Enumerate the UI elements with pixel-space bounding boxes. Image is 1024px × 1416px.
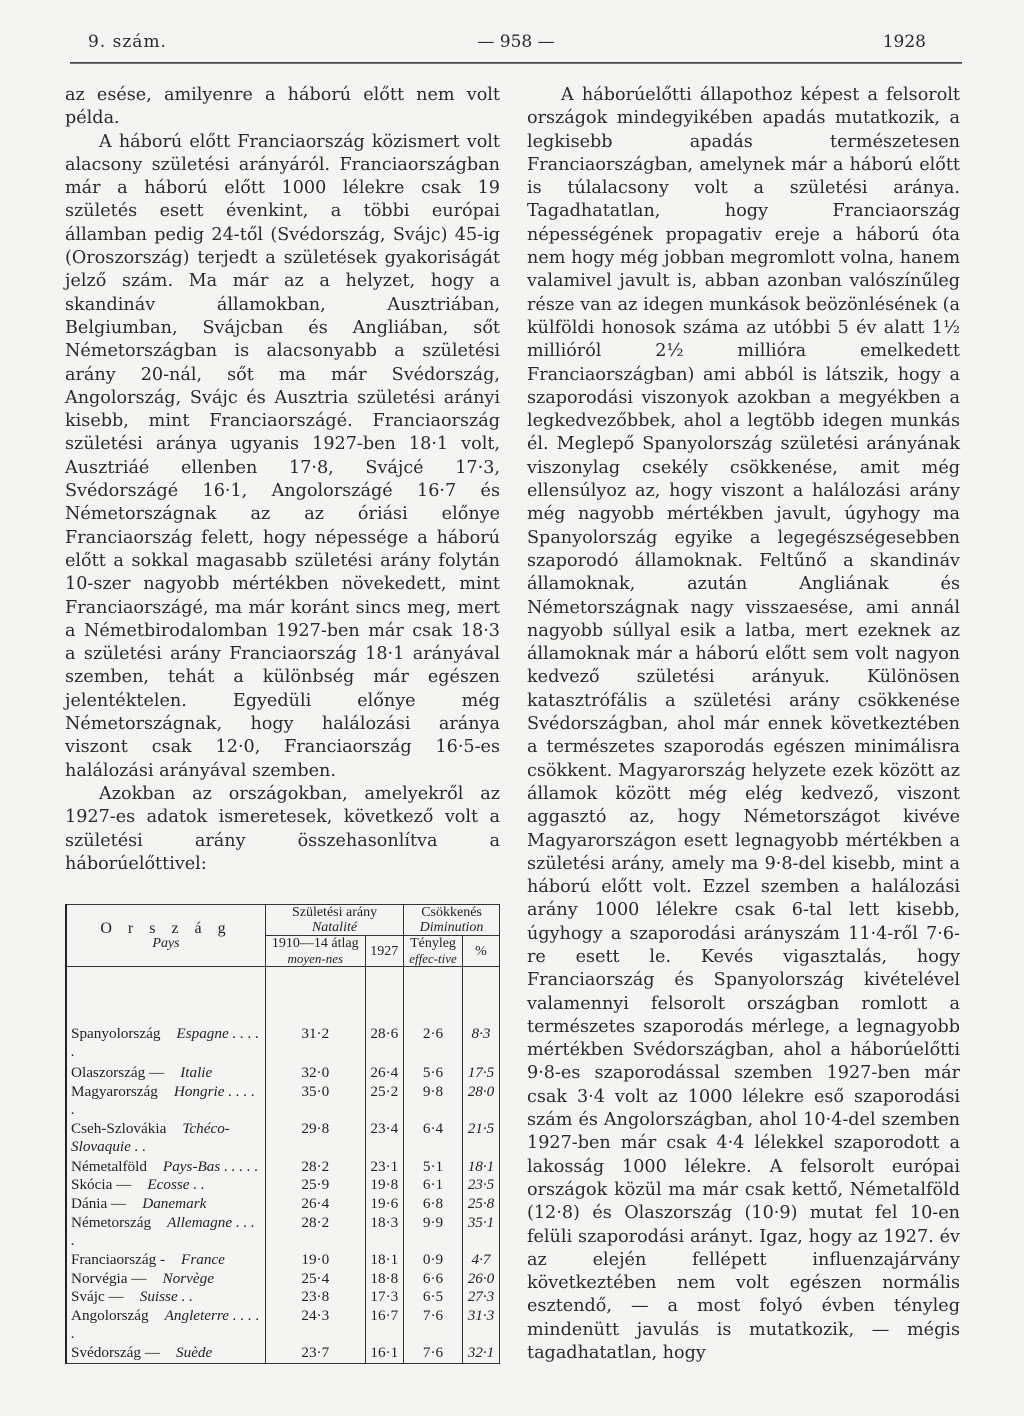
- country-cell: [66, 1120, 266, 1157]
- country-cell: [66, 1307, 266, 1344]
- y1927-cell: 17·3: [365, 1288, 403, 1307]
- y1927-cell: 25·2: [365, 1083, 403, 1120]
- actual-cell: 6·8: [404, 1195, 463, 1214]
- left-column: [65, 84, 500, 876]
- y1927-cell: 23·1: [365, 1158, 403, 1177]
- table-row: [66, 1214, 500, 1251]
- country-name-hu: Németország: [71, 1213, 152, 1231]
- prewar-cell: 31·2: [266, 967, 366, 1065]
- country-name-fr: Italie: [180, 1064, 213, 1082]
- table-row: [66, 967, 500, 1065]
- actual-cell: 6·5: [404, 1288, 463, 1307]
- birth-group-hu: Születési arány: [291, 905, 378, 920]
- prewar-cell: 29·8: [266, 1120, 366, 1157]
- header-rule: [70, 63, 962, 64]
- country-name-fr: Angleterre . . . . .: [71, 1306, 260, 1342]
- country-name-hu: Svédország —: [71, 1344, 160, 1362]
- country-name-hu: Magyarország: [71, 1083, 158, 1101]
- decline-group-fr: Diminution: [419, 920, 484, 935]
- country-name-fr: Suède: [176, 1344, 213, 1362]
- country-name-fr: Norvège: [162, 1269, 214, 1287]
- country-cell: [66, 1344, 266, 1363]
- paragraph: A háború előtt Franciaország közismert volt alacsony születési arányáról. Franciaországban már a háború előtt 1000 lélekre csak 19 születés esett évenkint, a többi európai államban pedig 24-től (Svédország, Svájc) 45-ig (Oroszország) terjedt a születések gyakoriságát jelző szám. Ma már az a helyzet, hogy a skandináv államokban, Ausztriában, Belgiumban, Svájcban és Angliában, sőt Németországban is alacsonyabb a születési arány 20-nál, sőt ma már Svédország, Angolország, Svájc és Ausztria születési arányi kisebb, mint Franciaországé. Franciaország születési aránya ugyanis 1927-ben 18·1 volt, Ausztriáé ellenben 17·8, Svájcé 17·3, Svédországé 16·1, Angolországé 16·7 és Németországnak az az óriási előnye Franciaország felett, hogy népessége a háború előtt a sokkal magasabb születési arány folytán 10-szer nagyobb mértékben növekedett, mint Franciaországé, ma már koránt sincs meg, mert a Németbirodalomban 1927-ben már csak 18·3 a születési arány Franciaország 18·1 arányával szemben, tehát a különbség már egészen jelentéktelen. Egyedüli előnye még Németországnak, hogy halálozási aránya viszont csak 12·0, Franciaország 16·5-es halálozási arányával szemben.: [65, 131, 500, 781]
- pct-cell: 25·8: [462, 1195, 499, 1214]
- prewar-cell: 28·2: [266, 1214, 366, 1251]
- country-name-fr: Pays-Bas . . . . .: [162, 1157, 259, 1175]
- decline-group-hu: Csökkenés: [421, 905, 482, 920]
- birth-group-header: [266, 905, 404, 936]
- pct-cell: 26·0: [462, 1270, 499, 1289]
- prewar-cell: 32·0: [266, 1064, 366, 1083]
- table-row: [66, 1195, 500, 1214]
- country-name-hu: Cseh-Szlovákia: [71, 1120, 167, 1138]
- country-name-fr: Hongrie . . . . .: [71, 1083, 255, 1119]
- y1927-cell: 16·1: [365, 1344, 403, 1363]
- country-name-hu: Németalföld: [71, 1157, 147, 1175]
- y1927-cell: 18·3: [365, 1214, 403, 1251]
- y1927-cell: 18·8: [365, 1270, 403, 1289]
- actual-cell: 9·9: [404, 1214, 463, 1251]
- pct-cell: 32·1: [462, 1344, 499, 1363]
- country-header: [66, 905, 266, 967]
- country-name-fr: Danemark: [142, 1195, 207, 1213]
- country-cell: [66, 1176, 266, 1195]
- country-name-fr: Espagne . . . . .: [71, 1025, 260, 1060]
- table-body: [66, 967, 500, 1364]
- birth-group-fr: Natalité: [311, 920, 358, 935]
- y1927-cell: 26·4: [365, 1064, 403, 1083]
- country-cell: [66, 1288, 266, 1307]
- right-column: [527, 84, 960, 1365]
- country-name-hu: Dánia —: [71, 1195, 127, 1213]
- pct-cell: 18·1: [462, 1158, 499, 1177]
- table-row: [66, 1288, 500, 1307]
- actual-header-hu: Tényleg: [410, 936, 456, 951]
- country-cell: [66, 1158, 266, 1177]
- country-name-hu: Spanyolország: [71, 1025, 161, 1042]
- table-row: [66, 1083, 500, 1120]
- country-cell: [66, 1251, 266, 1270]
- country-name-fr: Allemagne . . . .: [71, 1213, 255, 1249]
- country-header-fr: Pays: [152, 935, 180, 951]
- country-cell: [66, 1195, 266, 1214]
- pct-cell: 27·3: [462, 1288, 499, 1307]
- actual-cell: 7·6: [404, 1307, 463, 1344]
- prewar-cell: 25·9: [266, 1176, 366, 1195]
- y1927-cell: 28·6: [365, 967, 403, 1065]
- paragraph: az esése, amilyenre a háború előtt nem volt példa.: [65, 85, 500, 129]
- pct-cell: 23·5: [462, 1176, 499, 1195]
- pct-cell: 21·5: [462, 1120, 499, 1157]
- table-row: [66, 1270, 500, 1289]
- country-name-hu: Franciaország -: [71, 1251, 166, 1269]
- y1927-cell: 16·7: [365, 1307, 403, 1344]
- prewar-cell: 26·4: [266, 1195, 366, 1214]
- pct-cell: 4·7: [462, 1251, 499, 1270]
- country-name-fr: France: [181, 1251, 225, 1269]
- pct-cell: 35·1: [462, 1214, 499, 1251]
- table-row: [66, 1176, 500, 1195]
- country-cell: [66, 967, 266, 1065]
- actual-cell: 0·9: [404, 1251, 463, 1270]
- actual-cell: 6·6: [404, 1270, 463, 1289]
- prewar-cell: 28·2: [266, 1158, 366, 1177]
- issue-number: 9. szám.: [88, 32, 167, 52]
- pct-header: %: [462, 936, 499, 967]
- y1927-cell: 23·4: [365, 1120, 403, 1157]
- y1927-cell: 19·8: [365, 1176, 403, 1195]
- prewar-header: [266, 936, 366, 967]
- table-row: [66, 1064, 500, 1083]
- table-row: [66, 1120, 500, 1157]
- table-row: [66, 1307, 500, 1344]
- actual-header-fr: effec-tive: [409, 951, 457, 966]
- y1927-header: 1927: [365, 936, 403, 967]
- actual-cell: 7·6: [404, 1344, 463, 1363]
- country-cell: [66, 1214, 266, 1251]
- pct-cell: 17·5: [462, 1064, 499, 1083]
- country-name-hu: Skócia —: [71, 1176, 132, 1194]
- country-name-hu: Olaszország —: [71, 1064, 165, 1082]
- country-name-hu: Svájc —: [71, 1288, 124, 1306]
- table-row: [66, 1344, 500, 1363]
- decline-group-header: [404, 905, 500, 936]
- country-name-hu: Angolország: [71, 1306, 149, 1324]
- country-name-fr: Suisse . .: [139, 1288, 193, 1306]
- country-cell: [66, 1083, 266, 1120]
- year: 1928: [882, 32, 926, 52]
- actual-cell: 9·8: [404, 1083, 463, 1120]
- actual-cell: 5·6: [404, 1064, 463, 1083]
- prewar-cell: 23·8: [266, 1288, 366, 1307]
- actual-header: [404, 936, 463, 967]
- pct-cell: 8·3: [462, 967, 499, 1065]
- actual-cell: 2·6: [404, 967, 463, 1065]
- table-row: [66, 1251, 500, 1270]
- birth-rate-table: [65, 904, 500, 1364]
- stats-table: [65, 904, 500, 1364]
- paragraph: Azokban az országokban, amelyekről az 1927-es adatok ismeretesek, következő volt a születési arány összehasonlítva a háborúelőttivel:: [65, 783, 500, 874]
- y1927-cell: 19·6: [365, 1195, 403, 1214]
- actual-cell: 5·1: [404, 1158, 463, 1177]
- page-number: — 958 —: [477, 32, 555, 52]
- actual-cell: 6·1: [404, 1176, 463, 1195]
- y1927-cell: 18·1: [365, 1251, 403, 1270]
- country-cell: [66, 1270, 266, 1289]
- prewar-cell: 19·0: [266, 1251, 366, 1270]
- prewar-cell: 25·4: [266, 1270, 366, 1289]
- prewar-cell: 23·7: [266, 1344, 366, 1363]
- prewar-header-fr: moyen-nes: [287, 951, 344, 966]
- page-header: [70, 22, 962, 64]
- pct-cell: 28·0: [462, 1083, 499, 1120]
- country-cell: [66, 1064, 266, 1083]
- actual-cell: 6·4: [404, 1120, 463, 1157]
- country-header-hu: O r s z á g: [100, 919, 232, 937]
- pct-cell: 31·3: [462, 1307, 499, 1344]
- paragraph: A háborúelőtti állapothoz képest a felsorolt országok mindegyikében apadás mutatkozik, a legkisebb apadás természetesen Franciaországban, amelynek már a háború előtt is túlalacsony volt a születési aránya. Tagadhatatlan, hogy Franciaország népességének propagativ ereje a háború óta nem hogy még jobban megromlott volna, hanem valamivel javult is, abban azonban valószínűleg része van az idegen munkások beözönlésének (a külföldi honosok száma az utóbbi 5 év alatt 1½ millióról 2½ millióra emelkedett Franciaországban) ami abból is látszik, hogy a szaporodási viszonyok azokban a megyékben a legkedvezőbbek, ahol a legtöbb idegen munkás él. Meglepő Spanyolország születési arányának viszonylag csekély csökkenése, amit még ellensúlyoz az, hogy viszont a halálozási arány még nagyobb mértékben javult, úgyhogy ma Spanyolország egyike a legegészségesebben szaporodó államoknak. Feltűnő a skandináv államoknak, azután Angliának és Németországnak nagy visszaesése, ami annál nagyobb súllyal esik a latba, mert ezeknek az államoknak már a háború előtt sem volt nagyon kedvező születési arányuk. Különösen katasztrófális a születési arány csökkenése Svédországban, ahol már ennek következtében a természetes szaporodás egészen minimálisra csökkent. Magyarország helyzete ezek között az államok között még elég kedvező, viszont aggasztó az, hogy Németországot kivéve Magyarországon esett legnagyobb mértékben a születési arány, amely ma 9·8-del kisebb, mint a háború előtt volt. Ezzel szemben a halálozási arány 1000 lélekre csak 6-tal lett kisebb, úgyhogy a szaporodási arányszám 11·4-ről 7·6-re esett le. Kevés vigasztalás, hogy Franciaország és Spanyolország kivételével valamennyi felsorolt országban romlott a természetes szaporodás mérlege, a legnagyobb mértékben Svédországban, ahol a háborúelőtti 9·8-es szaporodással szemben 1927-ben már csak 3·4 volt az 1000 lélekre eső szaporodási szám és Angolországban, ahol 10·4-del szemben 1927-ben már csak 4·4 lélekkel szaporodott a lakosság 1000 lélekre. A felsorolt európai országok közül ma már csak kettő, Németalföld (12·8) és Olaszország (10·9) mutat fel 10-en felüli szaporodási arányt. Igaz, hogy az 1927. év az elején fellépett influenzajárvány következtében nem volt egészen normális esztendő, — a most folyó évben tényleg mindenütt javulás is mutatkozik, — mégis tagadhatatlan, hogy: [527, 85, 960, 1364]
- prewar-cell: 24·3: [266, 1307, 366, 1344]
- country-name-fr: Ecosse . .: [147, 1176, 205, 1194]
- prewar-cell: 35·0: [266, 1083, 366, 1120]
- country-name-hu: Norvégia —: [71, 1269, 147, 1287]
- country-name-fr: Tchéco-Slovaquie . .: [71, 1120, 230, 1156]
- prewar-header-hu: 1910—14 átlag: [271, 936, 359, 951]
- table-row: [66, 1158, 500, 1177]
